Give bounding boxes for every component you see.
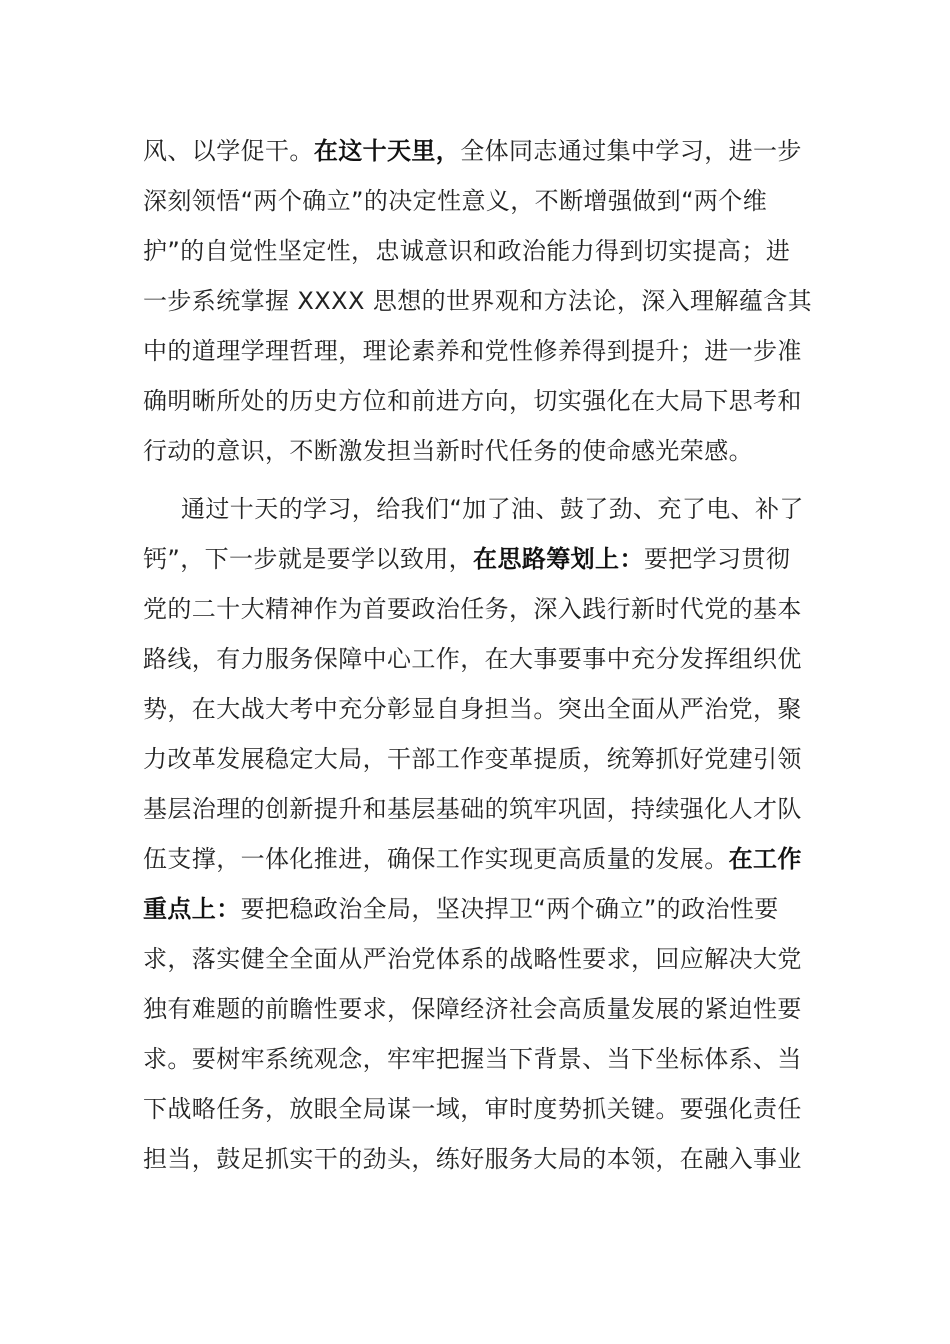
paragraph-line: 确明晰所处的历史方位和前进方向，切实强化在大局下思考和 [143, 387, 802, 415]
text-run: 伍支撑，一体化推进，确保工作实现更高质量的发展。 [143, 845, 729, 873]
paragraph-line [143, 884, 795, 934]
paragraph-line: 独有难题的前瞻性要求，保障经济社会高质量发展的紧迫性要 [143, 995, 802, 1023]
paragraph-line: 力改革发展稳定大局，干部工作变革提质，统筹抓好党建引领 [143, 745, 802, 773]
paragraph-line: 通过十天的学习，给我们“加了油、鼓了劲、充了电、补了 [181, 495, 804, 523]
paragraph-1 [143, 126, 813, 476]
paragraph-line: 势，在大战大考中充分彰显自身担当。突出全面从严治党，聚 [143, 695, 802, 723]
paragraph-line: 一步系统掌握 XXXX 思想的世界观和方法论，深入理解蕴含其 [143, 287, 813, 315]
paragraph-line: 求。要树牢系统观念，牢牢把握当下背景、当下坐标体系、当 [143, 1045, 802, 1073]
text-run: 要把稳政治全局，坚决捍卫“两个确立”的政治性要 [240, 895, 779, 923]
paragraph-line: 路线，有力服务保障中心工作，在大事要事中充分发挥组织优 [143, 645, 802, 673]
bold-text-run: 重点上： [143, 895, 241, 923]
paragraph-line: 担当，鼓足抓实干的劲头，练好服务大局的本领，在融入事业 [143, 1145, 802, 1173]
text-run: 全体同志通过集中学习，进一步 [460, 137, 802, 165]
bold-text-run: 在这十天里， [313, 137, 461, 165]
bold-text-run: 在思路筹划上： [473, 545, 644, 573]
paragraph-2 [143, 484, 804, 1184]
paragraph-line: 行动的意识，不断激发担当新时代任务的使命感光荣感。 [143, 437, 753, 465]
paragraph-line: 中的道理学理哲理，理论素养和党性修养得到提升；进一步准 [143, 337, 802, 365]
paragraph-line: 求，落实健全全面从严治党体系的战略性要求，回应解决大党 [143, 945, 802, 973]
paragraph-line: 护”的自觉性坚定性，忠诚意识和政治能力得到切实提高；进 [143, 237, 791, 265]
text-run: 钙”，下一步就是要学以致用， [143, 545, 474, 573]
bold-text-run: 在工作 [728, 845, 802, 873]
paragraph-line [143, 126, 802, 176]
paragraph-line: 下战略任务，放眼全局谋一域，审时度势抓关键。要强化责任 [143, 1095, 802, 1123]
paragraph-line: 深刻领悟“两个确立”的决定性意义，不断增强做到“两个维 [143, 187, 768, 215]
text-run: 风、以学促干。 [143, 137, 314, 165]
paragraph-line [143, 834, 802, 884]
text-run: 要把学习贯彻 [643, 545, 791, 573]
paragraph-line [143, 534, 795, 584]
paragraph-line: 党的二十大精神作为首要政治任务，深入践行新时代党的基本 [143, 595, 802, 623]
paragraph-line: 基层治理的创新提升和基层基础的筑牢巩固，持续强化人才队 [143, 795, 802, 823]
